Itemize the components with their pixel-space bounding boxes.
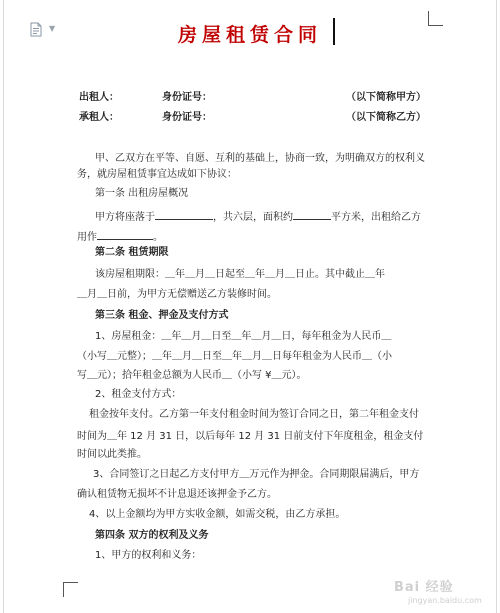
address-blank[interactable] <box>155 208 213 220</box>
article-3-line-8: 3、合同签订之日起乙方支付甲方＿万元作为押金。合同期限届满后，甲方 <box>93 469 420 480</box>
crop-mark-bottom-left <box>63 582 78 597</box>
lessor-note: （以下简称甲方） <box>346 92 426 103</box>
article-1-text-c: 平方米，出租给乙方 <box>331 212 421 223</box>
watermark-url: jingyan.baidu.com <box>408 596 482 605</box>
article-2-line-1: 该房屋租期限：＿年＿月＿日起至＿年＿月＿日止。其中截止＿年 <box>95 269 385 280</box>
lessee-id-label: 身份证号： <box>162 112 212 123</box>
article-3-heading: 第三条 租金、押金及支付方式 <box>95 310 229 321</box>
article-3-line-4: 2、租金支付方式： <box>95 389 182 400</box>
lessor-label: 出租人： <box>79 92 119 103</box>
article-3-line-10: 4、以上金额均为甲方实收金额，如需交税，由乙方承担。 <box>89 509 346 520</box>
area-blank[interactable] <box>293 208 331 220</box>
chevron-down-icon[interactable]: ▼ <box>49 24 56 33</box>
article-1-text-a: 甲方将座落于 <box>95 212 155 223</box>
article-1-text-d: 用作 <box>77 232 97 243</box>
article-1-text-b: ，共六层，面积约 <box>213 212 293 223</box>
article-3-line-9: 确认租赁物无损坏不计息退还该押金予乙方。 <box>77 489 277 500</box>
intro-line-1: 甲、乙双方在平等、自愿、互利的基础上，协商一致，为明确双方的权利义 <box>95 153 425 164</box>
text-cursor <box>333 18 335 45</box>
article-3-line-5: 租金按年支付。乙方第一年支付租金时间为签订合同之日，第二年租金支付 <box>89 409 419 420</box>
article-1-text-e: 。 <box>153 232 163 243</box>
article-3-line-2: （小写＿元整）；＿年＿月＿日至＿年＿月＿日每年租金为人民币＿（小 <box>77 351 392 362</box>
article-3-line-6: 时间为＿年 12 月 31 日，以后每年 12 月 31 日前支付下年度租金，租金支付 <box>77 431 424 442</box>
article-4-heading: 第四条 双方的权利及义务 <box>95 530 209 541</box>
article-2-line-2: ＿月＿日前，为甲方无偿赠送乙方装修时间。 <box>77 289 277 300</box>
article-3-line-1: 1、房屋租金：＿年＿月＿日至＿年＿月＿日，每年租金为人民币＿ <box>95 331 392 342</box>
page-border-right <box>496 0 497 613</box>
article-4-line-1: 1、甲方的权利和义务： <box>95 550 202 561</box>
article-1-heading: 第一条 出租房屋概况 <box>95 188 189 199</box>
watermark-logo: Bai 经验 <box>394 580 454 595</box>
article-3-line-7: 时间以此类推。 <box>77 449 147 460</box>
lessee-label: 承租人： <box>79 112 119 123</box>
article-1-line-1 <box>95 208 421 225</box>
lessor-id-label: 身份证号： <box>162 92 212 103</box>
usage-blank[interactable] <box>97 228 153 240</box>
article-1-line-2 <box>77 228 163 245</box>
document-title[interactable]: 房屋租赁合同 <box>177 24 322 46</box>
watermark <box>394 576 494 610</box>
article-2-heading: 第二条 租赁期限 <box>95 247 169 258</box>
page-border-left <box>3 0 4 613</box>
article-3-line-3: 写＿元）；拾年租金总额为人民币＿（小写 ¥＿元）。 <box>77 370 307 381</box>
lessee-note: （以下简称乙方） <box>346 112 426 123</box>
intro-line-2: 务，就房屋租赁事宜达成如下协议： <box>77 169 237 180</box>
